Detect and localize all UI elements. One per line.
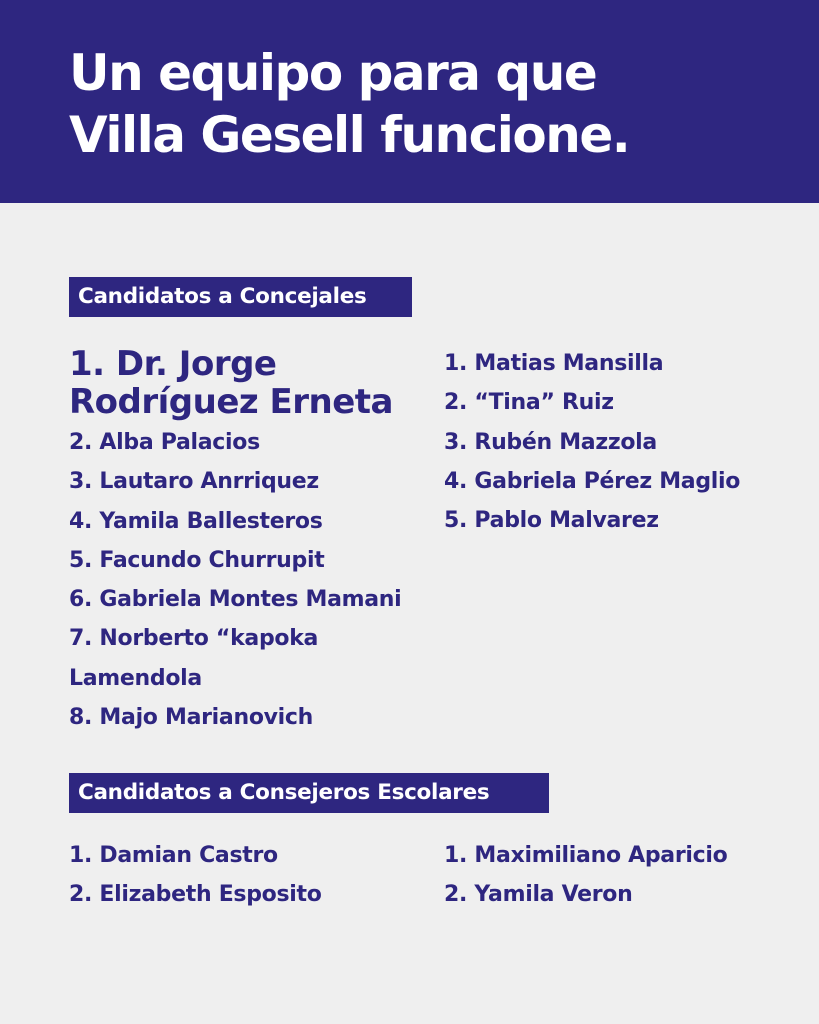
page-title-line-1: Un equipo para que <box>69 44 597 102</box>
list-item: 4. Yamila Ballesteros <box>69 508 323 534</box>
escolares-list-primary <box>69 836 322 915</box>
header-banner <box>0 0 819 203</box>
list-item: 2. Elizabeth Esposito <box>69 882 322 908</box>
list-item: 8. Majo Marianovich <box>69 705 314 731</box>
list-item: 5. Pablo Malvarez <box>444 508 659 534</box>
list-item: 2. “Tina” Ruiz <box>444 390 614 416</box>
list-item: 4. Gabriela Pérez Maglio <box>444 468 741 494</box>
list-item: 3. Rubén Mazzola <box>444 429 657 455</box>
concejales-list-secondary <box>444 344 740 540</box>
list-item: 6. Gabriela Montes Mamani <box>69 587 402 613</box>
section-label-escolares: Candidatos a Consejeros Escolares <box>69 773 549 813</box>
list-item: 7. Norberto “kapoka Lamendola <box>69 626 319 691</box>
list-item: 1. Maximiliano Aparicio <box>444 843 728 868</box>
list-item: 2. Alba Palacios <box>69 430 260 455</box>
list-item: 1. Damian Castro <box>69 843 278 868</box>
page-title <box>69 42 629 166</box>
concejales-list-primary <box>69 345 429 737</box>
list-item: 2. Yamila Veron <box>444 882 633 908</box>
list-item: 1. Dr. Jorge Rodríguez Erneta <box>69 344 393 422</box>
page-title-line-2: Villa Gesell funcione. <box>69 106 630 164</box>
list-item: 5. Facundo Churrupit <box>69 547 325 573</box>
escolares-list-secondary <box>444 836 727 915</box>
list-item: 1. Matias Mansilla <box>444 351 664 376</box>
section-label-concejales: Candidatos a Concejales <box>69 277 412 317</box>
list-item: 3. Lautaro Anrriquez <box>69 469 319 495</box>
